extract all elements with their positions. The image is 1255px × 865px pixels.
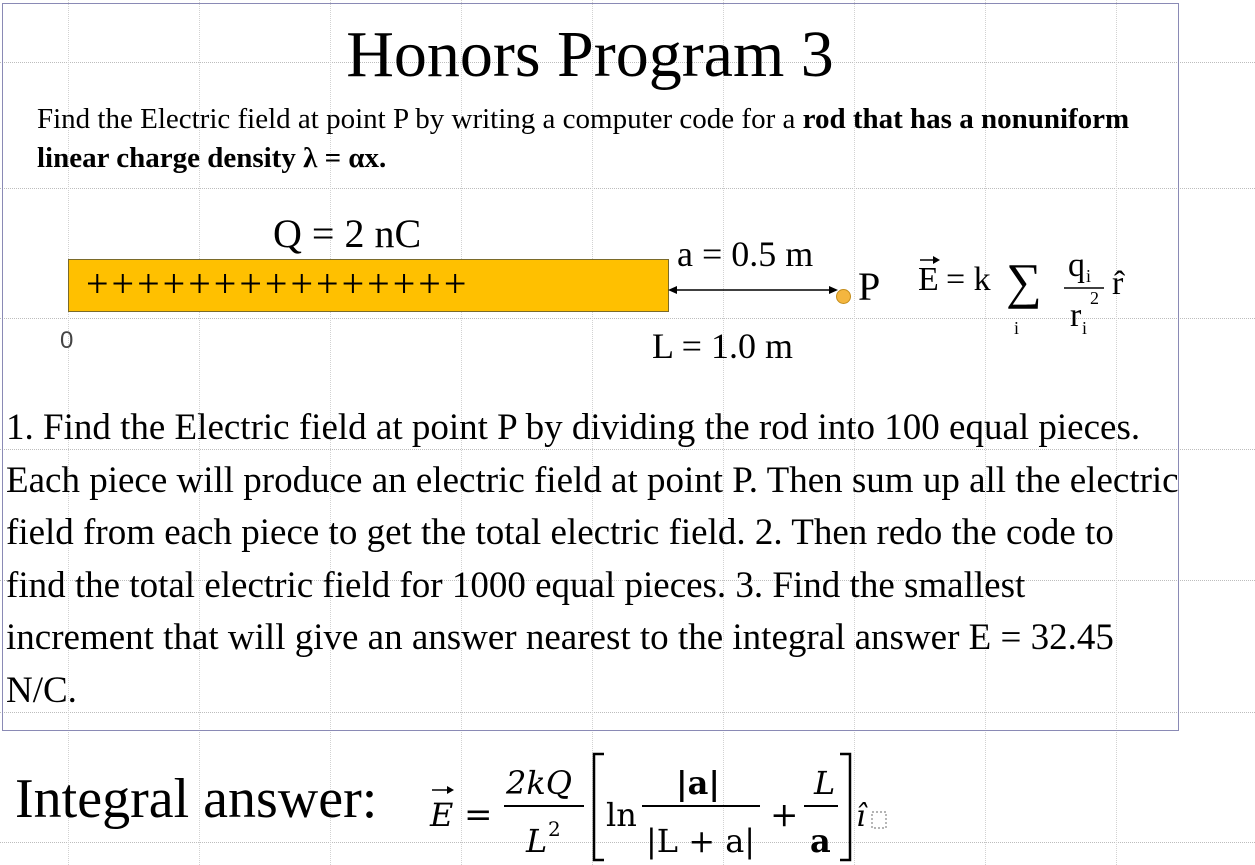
intro-paragraph[interactable] [37,100,1157,178]
point-p-marker[interactable] [836,289,851,304]
placeholder-box-icon [872,812,886,828]
sum-index: i [1014,318,1020,338]
distance-arrow [668,280,838,300]
integral-answer-label[interactable]: Integral answer: [15,768,378,830]
answer-unit-vector: î [856,799,866,834]
plus-sign: + [770,795,799,835]
coef-denominator: L [526,822,548,860]
unit-vector-r: r̂ [1112,265,1124,302]
ln-text: ln [606,796,637,834]
intro-bold-text: rod that has a nonuniform linear charge density λ = αx. [37,103,1130,174]
distance-label[interactable]: a = 0.5 m [677,234,814,274]
fraction2-numerator: L [814,764,836,802]
problem-statement[interactable]: 1. Find the Electric field at point P by dividing the rod into 100 equal pieces. Each piece will produce an electric field at point P. Then sum up all the electric field from each piece to get the total electric field. 2. Then redo the code to find the total electric field for 1000 equal pieces. 3. Find the smallest increment that will give an answer nearest to the integral answer E = 32.45 N/C. [6,407,1179,711]
sum-sign: ∑ [1006,253,1042,309]
numerator-subscript: i [1086,266,1092,286]
plus-signs: +++++++++++++++ [86,261,470,306]
coef-numerator: 2kQ [506,764,572,802]
denominator-superscript: 2 [1090,288,1099,308]
slide-title[interactable]: Honors Program 3 [346,18,834,91]
origin-label: 0 [60,327,74,354]
charge-label[interactable]: Q = 2 nC [273,211,422,256]
summation-formula[interactable] [918,240,1168,340]
answer-equals: = [464,795,493,835]
length-label[interactable]: L = 1.0 m [652,326,793,366]
formula-numerator: q [1068,247,1085,284]
fraction2-denominator: a [810,822,831,860]
formula-equals: = k [946,261,991,298]
formula-lhs: E [918,261,939,298]
fraction1-numerator: |a| [676,764,721,802]
integral-answer-equation[interactable] [420,748,920,865]
coef-denominator-sup: 2 [548,817,561,841]
point-label[interactable]: P [858,264,881,309]
answer-lhs: E [430,796,454,834]
denominator-subscript: i [1082,318,1088,338]
intro-text: Find the Electric field at point P by writing a computer code for a [37,103,803,135]
formula-denominator: r [1070,297,1082,334]
fraction1-denominator: |L + a| [646,822,756,860]
